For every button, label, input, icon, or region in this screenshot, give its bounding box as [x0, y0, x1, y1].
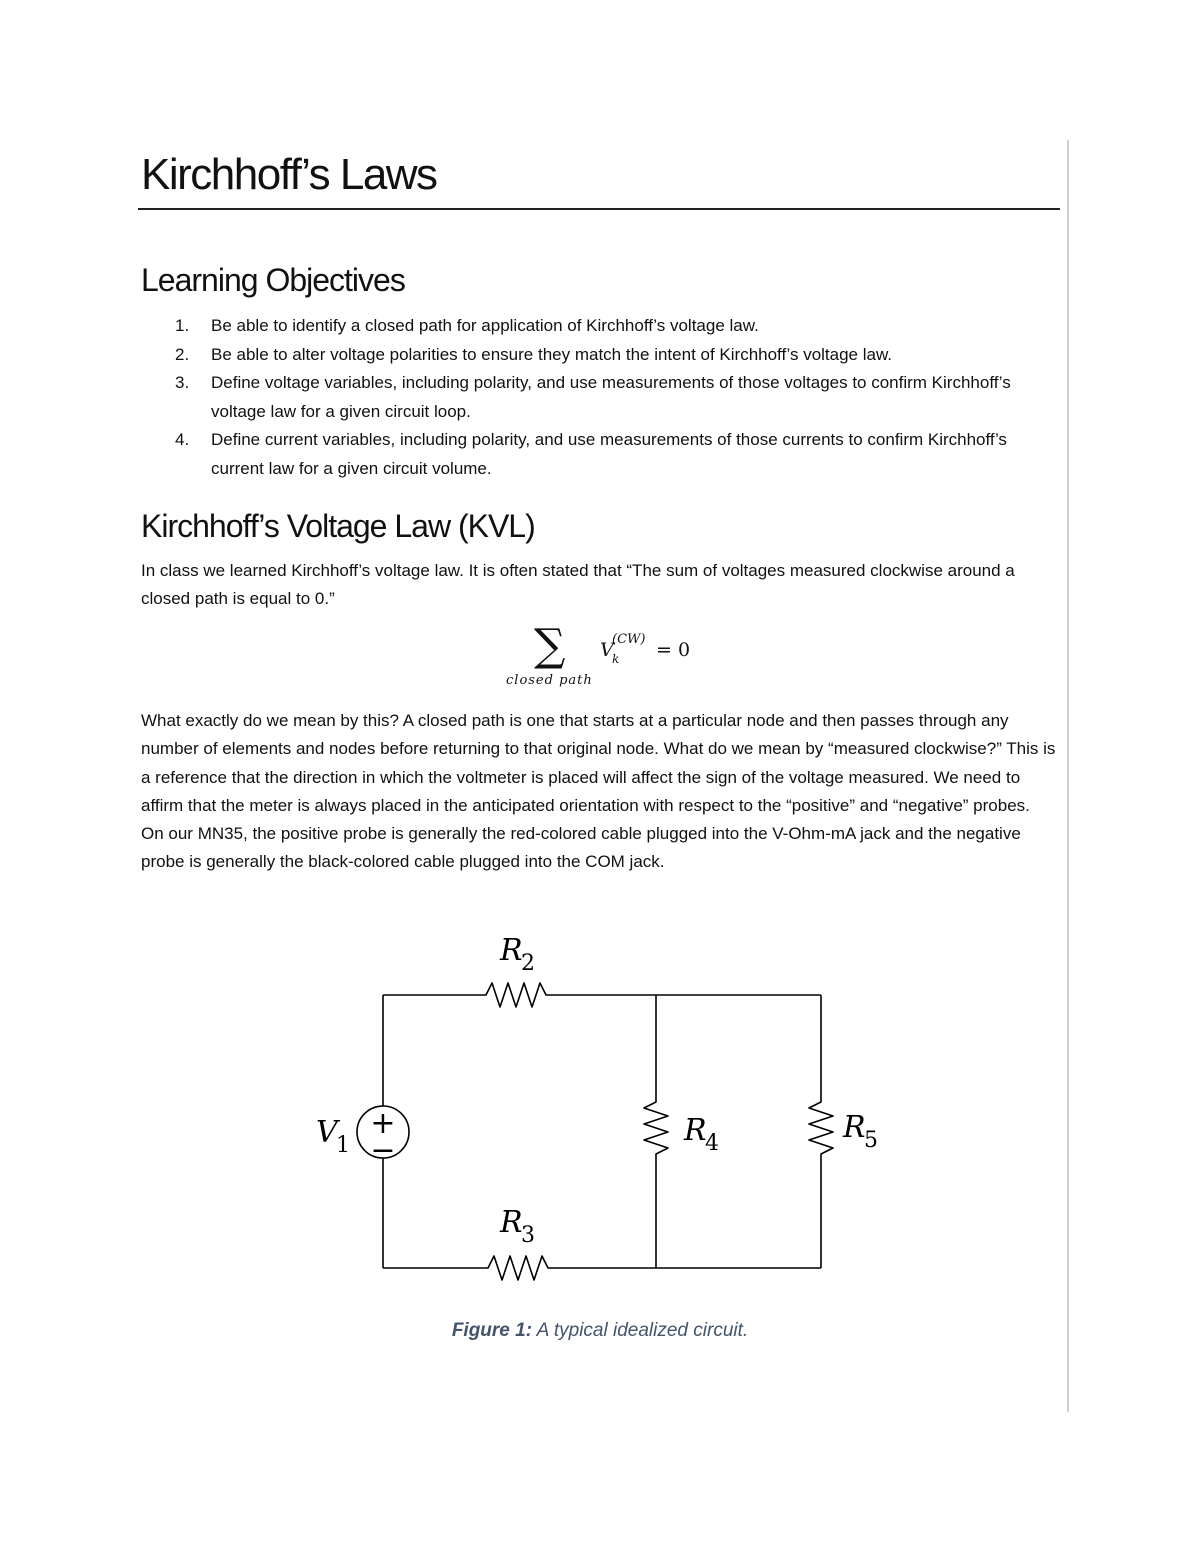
- figure-caption-text: A typical idealized circuit.: [532, 1320, 749, 1341]
- label-r3: R: [500, 1205, 523, 1240]
- source-minus-sign: −: [370, 1133, 396, 1168]
- label-r5-sub: 5: [864, 1128, 878, 1153]
- r4-resistor: [644, 995, 668, 1268]
- figure-caption-label: Figure 1:: [451, 1320, 533, 1341]
- r3-resistor: [383, 1256, 821, 1280]
- list-item-text: Be able to alter voltage polarities to ensure they match the intent of Kirchhoff’s voltage law.: [211, 344, 893, 364]
- list-item: [141, 312, 1056, 341]
- list-number: 3.: [175, 373, 190, 392]
- list-item-text: Define current variables, including polarity, and use measurements of those currents to confirm Kirchhoff’s current law for a given circuit volume.: [211, 430, 1007, 478]
- r2-resistor: [383, 983, 821, 1007]
- r5-resistor: [809, 995, 833, 1268]
- objectives-list: [141, 312, 1056, 483]
- label-v1: V: [316, 1115, 338, 1150]
- kvl-heading: Kirchhoff’s Voltage Law (KVL): [141, 508, 535, 544]
- label-r4-sub: 4: [705, 1131, 719, 1156]
- document-title: Kirchhoff’s Laws: [141, 150, 437, 199]
- list-item: [141, 369, 1056, 426]
- equation-superscript: (CW): [612, 632, 646, 647]
- equation-variable: V: [600, 639, 614, 661]
- label-r2: R: [500, 933, 523, 968]
- label-r4: R: [684, 1113, 707, 1148]
- kvl-intro-paragraph: In class we learned Kirchhoff’s voltage law. It is often stated that “The sum of voltages measured clockwise around a closed path is equal to 0.”: [141, 561, 1015, 609]
- equation-rhs: = 0: [656, 639, 691, 661]
- summation-symbol: ∑: [534, 620, 566, 671]
- list-item-text: Be able to identify a closed path for application of Kirchhoff’s voltage law.: [211, 316, 759, 335]
- figure-caption: [0, 1320, 1200, 1342]
- list-item: [141, 426, 1056, 483]
- list-item: [141, 341, 1056, 370]
- list-number: 2.: [175, 344, 190, 364]
- label-r5: R: [843, 1110, 866, 1145]
- label-r2-sub: 2: [521, 951, 535, 976]
- learning-objectives-heading: Learning Objectives: [141, 262, 405, 298]
- list-number: 1.: [175, 316, 190, 335]
- title-underline: [138, 208, 1060, 210]
- kvl-equation: [500, 620, 720, 695]
- kvl-body-paragraph: What exactly do we mean by this? A closed path is one that starts at a particular node and then passes through any number of elements and nodes before returning to that original node. What do we mean by “measured clockwise?” This is a reference that the direction in which the voltmeter is placed will affect the sign of the voltage measured. We need to affirm that the meter is always placed in the anticipated orientation with respect to the “positive” and “negative” probes. On our MN35, the positive probe is generally the red-colored cable plugged into the V-Ohm-mA jack and the negative probe is generally the black-colored cable plugged into the COM jack.: [141, 711, 1056, 872]
- label-r3-sub: 3: [521, 1223, 535, 1248]
- list-item-text: Define voltage variables, including polarity, and use measurements of those voltages to confirm Kirchhoff’s voltage law for a given circuit loop.: [211, 373, 1011, 421]
- label-v1-sub: 1: [336, 1133, 350, 1158]
- list-number: 4.: [175, 430, 190, 449]
- circuit-diagram: [300, 920, 920, 1310]
- summation-subscript: closed path: [506, 673, 593, 688]
- page-margin-rule: [1067, 140, 1069, 1412]
- equation-index: k: [612, 652, 620, 666]
- source-plus-sign: +: [370, 1106, 396, 1141]
